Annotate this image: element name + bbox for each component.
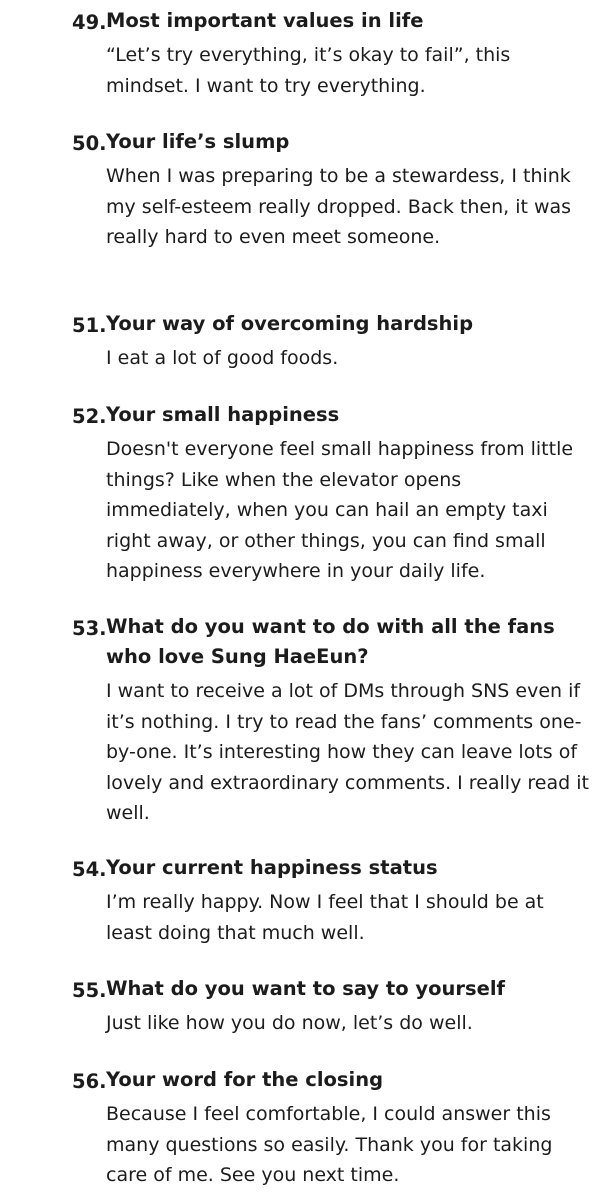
- item-number: 49.: [72, 11, 107, 34]
- qa-item-50: [0, 127, 611, 253]
- qa-item-52: [0, 400, 611, 587]
- question: Your way of overcoming hardship: [106, 312, 474, 335]
- answer: I’m really happy. Now I feel that I should be at least doing that much well.: [106, 891, 544, 944]
- qa-item-56: [0, 1065, 611, 1191]
- qa-item-51: [0, 309, 611, 374]
- question: Your current happiness status: [106, 856, 438, 879]
- answer: Because I feel comfortable, I could answer this many questions so easily. Thank you for taking care of me. See you next time.: [106, 1103, 553, 1186]
- question: What do you want to do with all the fans who love Sung HaeEun?: [106, 615, 555, 668]
- qa-item-55: [0, 974, 611, 1039]
- question: Most important values in life: [106, 9, 424, 32]
- answer: Doesn't everyone feel small happiness from little things? Like when the elevator opens immediately, when you can hail an empty taxi right away, or other things, you can find small happiness everywhere in your daily life.: [106, 438, 574, 582]
- answer: I eat a lot of good foods.: [106, 347, 339, 369]
- question: Your word for the closing: [106, 1068, 384, 1091]
- answer: Just like how you do now, let’s do well.: [106, 1012, 473, 1034]
- answer: “Let’s try everything, it’s okay to fail”, this mindset. I want to try everything.: [106, 44, 511, 97]
- item-number: 51.: [72, 314, 107, 337]
- item-number: 54.: [72, 858, 107, 881]
- question: Your small happiness: [106, 403, 340, 426]
- item-number: 52.: [72, 405, 107, 428]
- item-number: 56.: [72, 1070, 107, 1093]
- question: Your life’s slump: [106, 130, 290, 153]
- answer: I want to receive a lot of DMs through SNS even if it’s nothing. I try to read the fans’ comments one-by-one. It’s interesting how they can leave lots of lovely and extraordinary comments. I really read it well.: [106, 680, 589, 824]
- qa-item-49: [0, 6, 611, 101]
- qa-item-54: [0, 853, 611, 948]
- item-number: 53.: [72, 617, 107, 640]
- qa-item-53: [0, 612, 611, 829]
- item-number: 55.: [72, 979, 107, 1002]
- answer: When I was preparing to be a stewardess, I think my self-esteem really dropped. Back then, it was really hard to even meet someone.: [106, 165, 572, 248]
- item-number: 50.: [72, 132, 107, 155]
- question: What do you want to say to yourself: [106, 977, 506, 1000]
